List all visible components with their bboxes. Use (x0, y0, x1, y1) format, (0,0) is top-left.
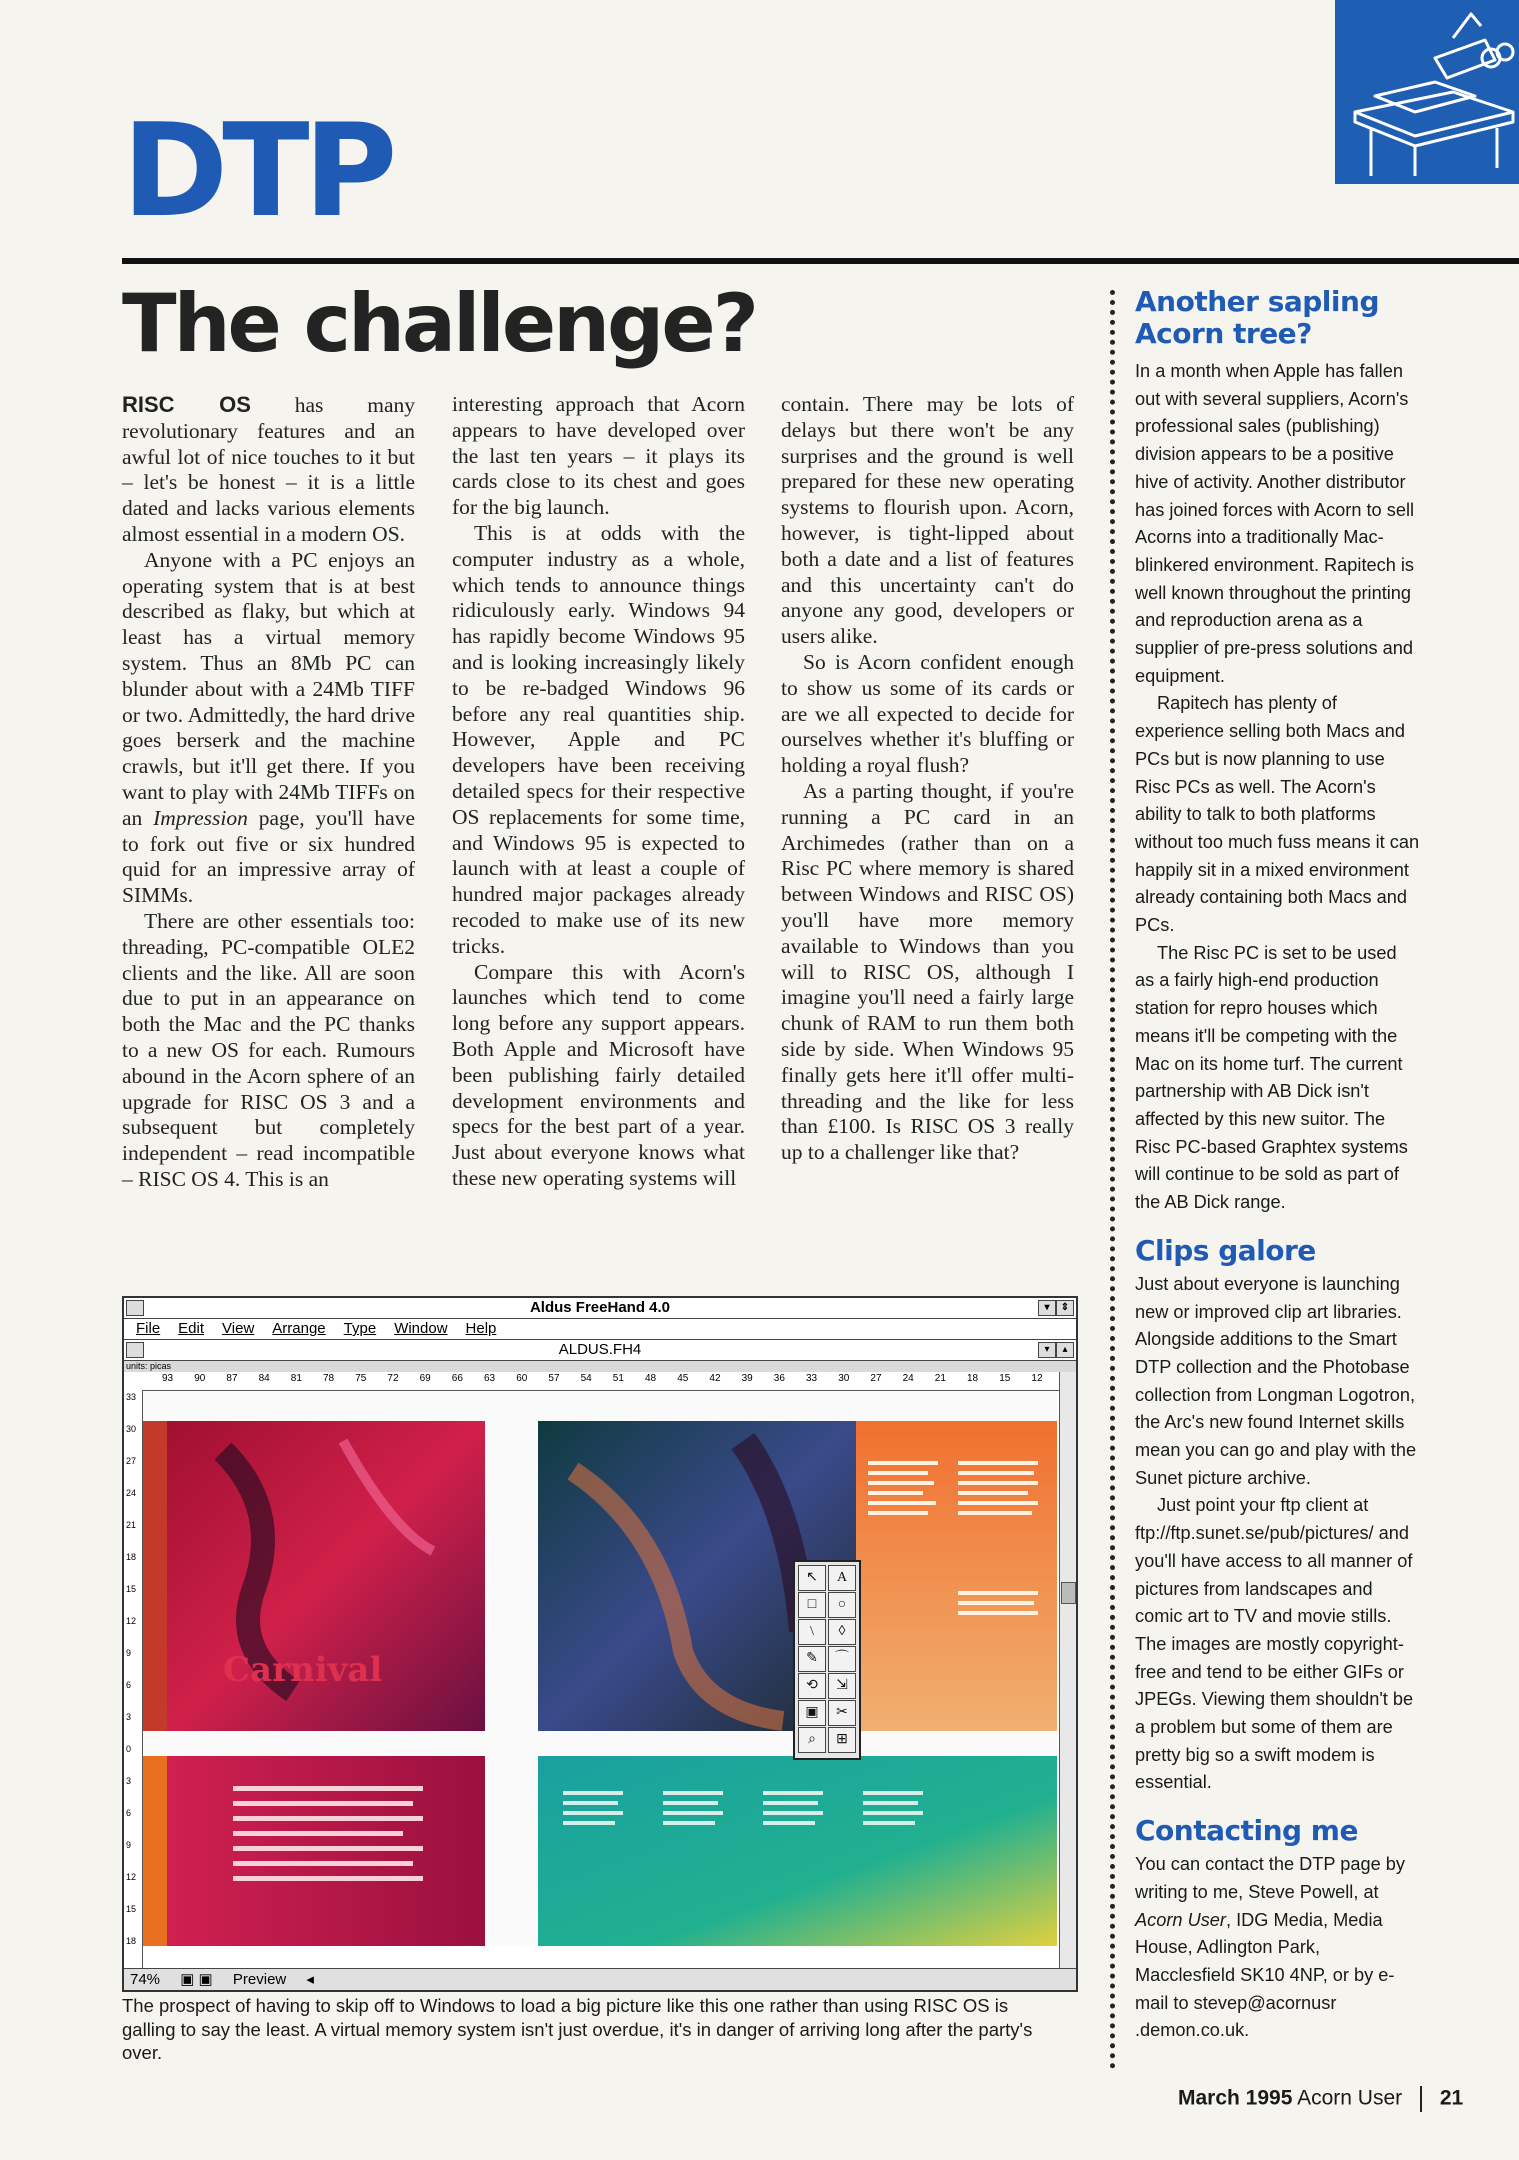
freehand-window-screenshot (122, 1296, 1078, 1992)
ruler-tick-label: 33 (806, 1373, 818, 1384)
ruler-tick-label: 84 (258, 1373, 270, 1384)
ruler-tick-label: 51 (612, 1373, 624, 1384)
zoom-level[interactable]: 74% (130, 1971, 161, 1988)
ruler-tick-label: 18 (126, 1936, 137, 1946)
document-title: ALDUS.FH4 (558, 1341, 642, 1358)
ruler-tick-label: 9 (126, 1840, 132, 1850)
figure-caption: The prospect of having to skip off to Windows to load a big picture like this one rather than using RISC OS is galling to say the least. A virtual memory system isn't just overdue, it's in danger of arriving long after the party's over. (122, 1995, 1033, 2063)
ruler-tick-label: 27 (126, 1456, 137, 1466)
document-menu-icon[interactable] (126, 1342, 144, 1358)
ruler-tick-label: 6 (126, 1680, 132, 1690)
tool-button[interactable]: \ (798, 1619, 826, 1645)
sidebar-paragraph: The Risc PC is set to be used as a fairly high-end production station for repro houses which means it'll be competing with the Mac on its home turf. The current partnership with AB Dick isn't affected by this new suitor. The Risc PC-based Graphtex systems will continue to be sold as part of the AB Dick range. (1135, 942, 1408, 1213)
menu-help[interactable]: Help (465, 1320, 497, 1337)
sidebar-paragraph: Just point your ftp client at ftp://ftp.sunet.se/pub/pictures/ and you'll have access to all manner of pictures from landscapes and comic art to TV and movie stills. The images are mostly copyright-free and tend to be either GIFs or JPEGs. Viewing them shouldn't be a problem but some of them are pretty big so a swift modem is essential. (1135, 1495, 1414, 1793)
menu-type[interactable]: Type (343, 1320, 377, 1337)
doc-maximize-icon[interactable]: ▴ (1056, 1342, 1074, 1358)
status-bar (124, 1968, 1076, 1990)
toolbox-palette (793, 1560, 861, 1760)
horizontal-ruler (124, 1372, 1060, 1391)
ruler-tick-label: 57 (548, 1373, 560, 1384)
page-footer (1178, 2086, 1463, 2112)
sidebar-paragraph: In a month when Apple has fallen out with several suppliers, Acorn's professional sales (publishing) division appears to be a positive hive of activity. Another distributor has joined forces with Acorn to sell Acorns into a traditionally Mac-blinkered environment. Rapitech is well known throughout the printing and reproduction arena as a supplier of pre-press solutions and equipment. (1135, 361, 1415, 686)
ruler-tick-label: 15 (126, 1904, 137, 1914)
article-column-2 (452, 392, 745, 1192)
product-name: Impression (153, 805, 248, 830)
vertical-ruler (124, 1390, 143, 1968)
tool-button[interactable]: ○ (828, 1592, 856, 1618)
ruler-tick-label: 30 (838, 1373, 850, 1384)
menu-view[interactable]: View (222, 1320, 255, 1337)
canvas-artwork (143, 1391, 1057, 1946)
ruler-tick-label: 93 (162, 1373, 174, 1384)
ruler-tick-label: 18 (126, 1552, 137, 1562)
preview-label[interactable]: Preview (232, 1971, 287, 1988)
tool-button[interactable]: ⇲ (828, 1673, 856, 1699)
tool-button[interactable]: ⟲ (798, 1673, 826, 1699)
menu-edit[interactable]: Edit (178, 1320, 205, 1337)
ruler-tick-label: 21 (126, 1520, 137, 1530)
paragraph: This is at odds with the computer industry as a whole, which tends to announce things ridiculously early. Windows 94 has rapidly become Windows 95 and is looking increasingly likely to be re-badged Windows 96 before any real quantities ship. However, Apple and PC developers have been receiving detailed specs for their respective OS replacements for some time, and Windows 95 is expected to launch with at least a couple of hundred major packages already recoded to make use of its new tricks. (452, 520, 745, 958)
issue-date: March 1995 (1178, 2086, 1293, 2110)
ruler-tick-label: 24 (126, 1488, 137, 1498)
window-titlebar (124, 1298, 1076, 1319)
ruler-tick-label: 15 (999, 1373, 1011, 1384)
ruler-tick-label: 15 (126, 1584, 137, 1594)
paragraph-text: , IDG Media, Media House, Adlington Park, Macclesfield SK10 4NP, or by e-mail to stevep@acornusr .demon.co.uk. (1135, 1909, 1395, 2041)
ruler-tick-label: 12 (1031, 1373, 1043, 1384)
paragraph-text: page, you'll have to fork out five or six hundred quid for an impressive array of SIMMs. (122, 805, 415, 908)
menu-arrange[interactable]: Arrange (272, 1320, 326, 1337)
paragraph: contain. There may be lots of delays but there won't be any surprises and the ground is well prepared for these new operating systems to flourish upon. Acorn, however, is tight-lipped about both a date and a list of features and this uncertainty can't do anyone any good, developers or users alike. (781, 392, 1074, 649)
typewriter-desk-icon (1335, 0, 1519, 184)
sidebar-paragraph (1135, 1851, 1420, 2045)
ruler-tick-label: 60 (516, 1373, 528, 1384)
paragraph: Compare this with Acorn's launches which tend to come long before any support appears. Both Apple and Microsoft have been publishing fairly detailed development environments and specs for the best part of a year. Just about everyone knows what these new operating systems will (452, 959, 745, 1190)
ruler-tick-label: 72 (387, 1373, 399, 1384)
ruler-tick-label: 75 (355, 1373, 367, 1384)
page-number: 21 (1439, 2086, 1464, 2110)
window-title: Aldus FreeHand 4.0 (529, 1299, 671, 1316)
tool-button[interactable]: ⌒ (828, 1646, 856, 1672)
ruler-tick-label: 69 (419, 1373, 431, 1384)
ruler-tick-label: 24 (902, 1373, 914, 1384)
tool-button[interactable]: A (828, 1565, 856, 1591)
ruler-tick-label: 9 (126, 1648, 132, 1658)
ruler-tick-label: 27 (870, 1373, 882, 1384)
paragraph (122, 548, 415, 909)
tool-button[interactable]: ↖ (798, 1565, 826, 1591)
maximize-icon[interactable]: ⇕ (1056, 1300, 1074, 1316)
ruler-tick-label: 66 (451, 1373, 463, 1384)
ruler-tick-label: 90 (194, 1373, 206, 1384)
scroll-thumb[interactable] (1061, 1582, 1076, 1604)
ruler-tick-label: 30 (126, 1424, 137, 1434)
paragraph: As a parting thought, if you're running a PC card in an Archimedes (rather than on a Risc PC where memory is shared between Windows and RISC OS) you'll have more memory available to Windows than you will to RISC OS, although I imagine you'll need a fairly large chunk of RAM to run them both side by side. When Windows 95 finally gets here it'll offer multi-threading and the like for less than £100. Is RISC OS 3 really up to a challenger like that? (781, 778, 1074, 1165)
ruler-tick-label: 45 (677, 1373, 689, 1384)
scroll-left-icon[interactable]: ◂ (306, 1971, 314, 1988)
sidebar-heading: Clips galore (1135, 1233, 1316, 1267)
ruler-tick-label: 12 (126, 1872, 137, 1882)
document-canvas[interactable] (143, 1391, 1059, 1968)
sidebar (1135, 286, 1420, 2045)
paragraph-text: You can contact the DTP page by writing to me, Steve Powell, at (1135, 1854, 1405, 1902)
ruler-tick-label: 3 (126, 1776, 132, 1786)
tool-button[interactable]: ⊞ (828, 1727, 856, 1753)
ruler-tick-label: 39 (741, 1373, 753, 1384)
svg-text:Carnival: Carnival (223, 1650, 383, 1690)
system-menu-icon[interactable] (126, 1300, 144, 1316)
sidebar-heading: Contacting me (1135, 1814, 1358, 1848)
view-mode-icons[interactable]: ▣ ▣ (180, 1971, 213, 1988)
units-label: units: picas (126, 1361, 172, 1371)
article-headline: The challenge? (122, 277, 756, 370)
paragraph: There are other essentials too: threading, PC-compatible OLE2 clients and the like. All are soon due to put in an appearance on both the Mac and the PC thanks to a new OS for each. Rumours abound in the Acorn sphere of an upgrade for RISC OS 3 and a subsequent but completely independent – read incompatible – RISC OS 4. This is an (122, 908, 415, 1191)
magazine-name: Acorn User (1135, 1909, 1226, 1930)
menu-bar (124, 1319, 1076, 1340)
magazine-name: Acorn User (1297, 2086, 1403, 2110)
paragraph-text: has many revolutionary features and an awful lot of nice touches to it but – let's be honest – it is a little dated and lacks various elements almost essential in a modern OS. (122, 393, 415, 546)
tool-button[interactable]: ⌕ (798, 1727, 826, 1753)
tool-button[interactable]: ◊ (828, 1619, 856, 1645)
ruler-tick-label: 3 (126, 1712, 132, 1722)
paragraph: So is Acorn confident enough to show us some of its cards or are we all expected to decide for ourselves whether it's bluffing or holding a royal flush? (781, 649, 1074, 778)
ruler-tick-label: 18 (967, 1373, 979, 1384)
article-column-1 (122, 392, 415, 1193)
tool-button[interactable]: □ (798, 1592, 826, 1618)
minimize-icon[interactable]: ▾ (1038, 1300, 1056, 1316)
sidebar-heading: Another sapling Acorn tree? (1135, 285, 1379, 350)
tool-button[interactable]: ✂ (828, 1700, 856, 1726)
menu-file[interactable]: File (136, 1320, 161, 1337)
tool-button[interactable]: ✎ (798, 1646, 826, 1672)
sidebar-paragraph: Just about everyone is launching new or improved clip art libraries. Alongside additions to the Smart DTP collection and the Photobase collection from Longman Logotron, the Arc's new found Internet skills mean you can go and play with the Sunet picture archive. (1135, 1273, 1417, 1488)
ruler-tick-label: 0 (126, 1744, 132, 1754)
ruler-tick-label: 63 (484, 1373, 496, 1384)
paragraph (122, 392, 415, 548)
sidebar-dotted-divider (1110, 290, 1115, 2070)
ruler-tick-label: 6 (126, 1808, 132, 1818)
ruler-tick-label: 33 (126, 1392, 137, 1402)
ruler-tick-label: 12 (126, 1616, 137, 1626)
document-titlebar (124, 1340, 1076, 1361)
ruler-tick-label: 81 (290, 1373, 302, 1384)
article-column-3 (781, 392, 1074, 1166)
paragraph: interesting approach that Acorn appears to have developed over the last ten years – it plays its cards close to its chest and goes for the big launch. (452, 392, 745, 520)
section-title: DTP (122, 97, 392, 246)
doc-minimize-icon[interactable]: ▾ (1038, 1342, 1056, 1358)
ruler-tick-label: 36 (773, 1373, 785, 1384)
ruler-tick-label: 21 (934, 1373, 946, 1384)
menu-window[interactable]: Window (394, 1320, 448, 1337)
corner-badge (1335, 0, 1519, 184)
header-rule (122, 258, 1519, 264)
ruler-tick-label: 87 (226, 1373, 238, 1384)
tool-button[interactable]: ▣ (798, 1700, 826, 1726)
lead-word: RISC OS (122, 392, 251, 417)
ruler-tick-label: 48 (645, 1373, 657, 1384)
ruler-tick-label: 54 (580, 1373, 592, 1384)
ruler-tick-label: 78 (323, 1373, 335, 1384)
ruler-tick-label: 42 (709, 1373, 721, 1384)
sidebar-paragraph: Rapitech has plenty of experience selling both Macs and PCs but is now planning to use Risc PCs as well. The Acorn's ability to talk to both platforms without too much fuss means it can happily sit in a mixed environment already containing both Macs and PCs. (1135, 693, 1420, 936)
vertical-scrollbar[interactable] (1059, 1372, 1076, 1968)
paragraph-text: Anyone with a PC enjoys an operating system that is at best described as flaky, but which at least has a virtual memory system. Thus an 8Mb PC can blunder about with a 24Mb TIFF or two. Admittedly, the hard drive goes berserk and the machine crawls, but it'll get there. If you want to play with 24Mb TIFFs on an (122, 547, 415, 830)
